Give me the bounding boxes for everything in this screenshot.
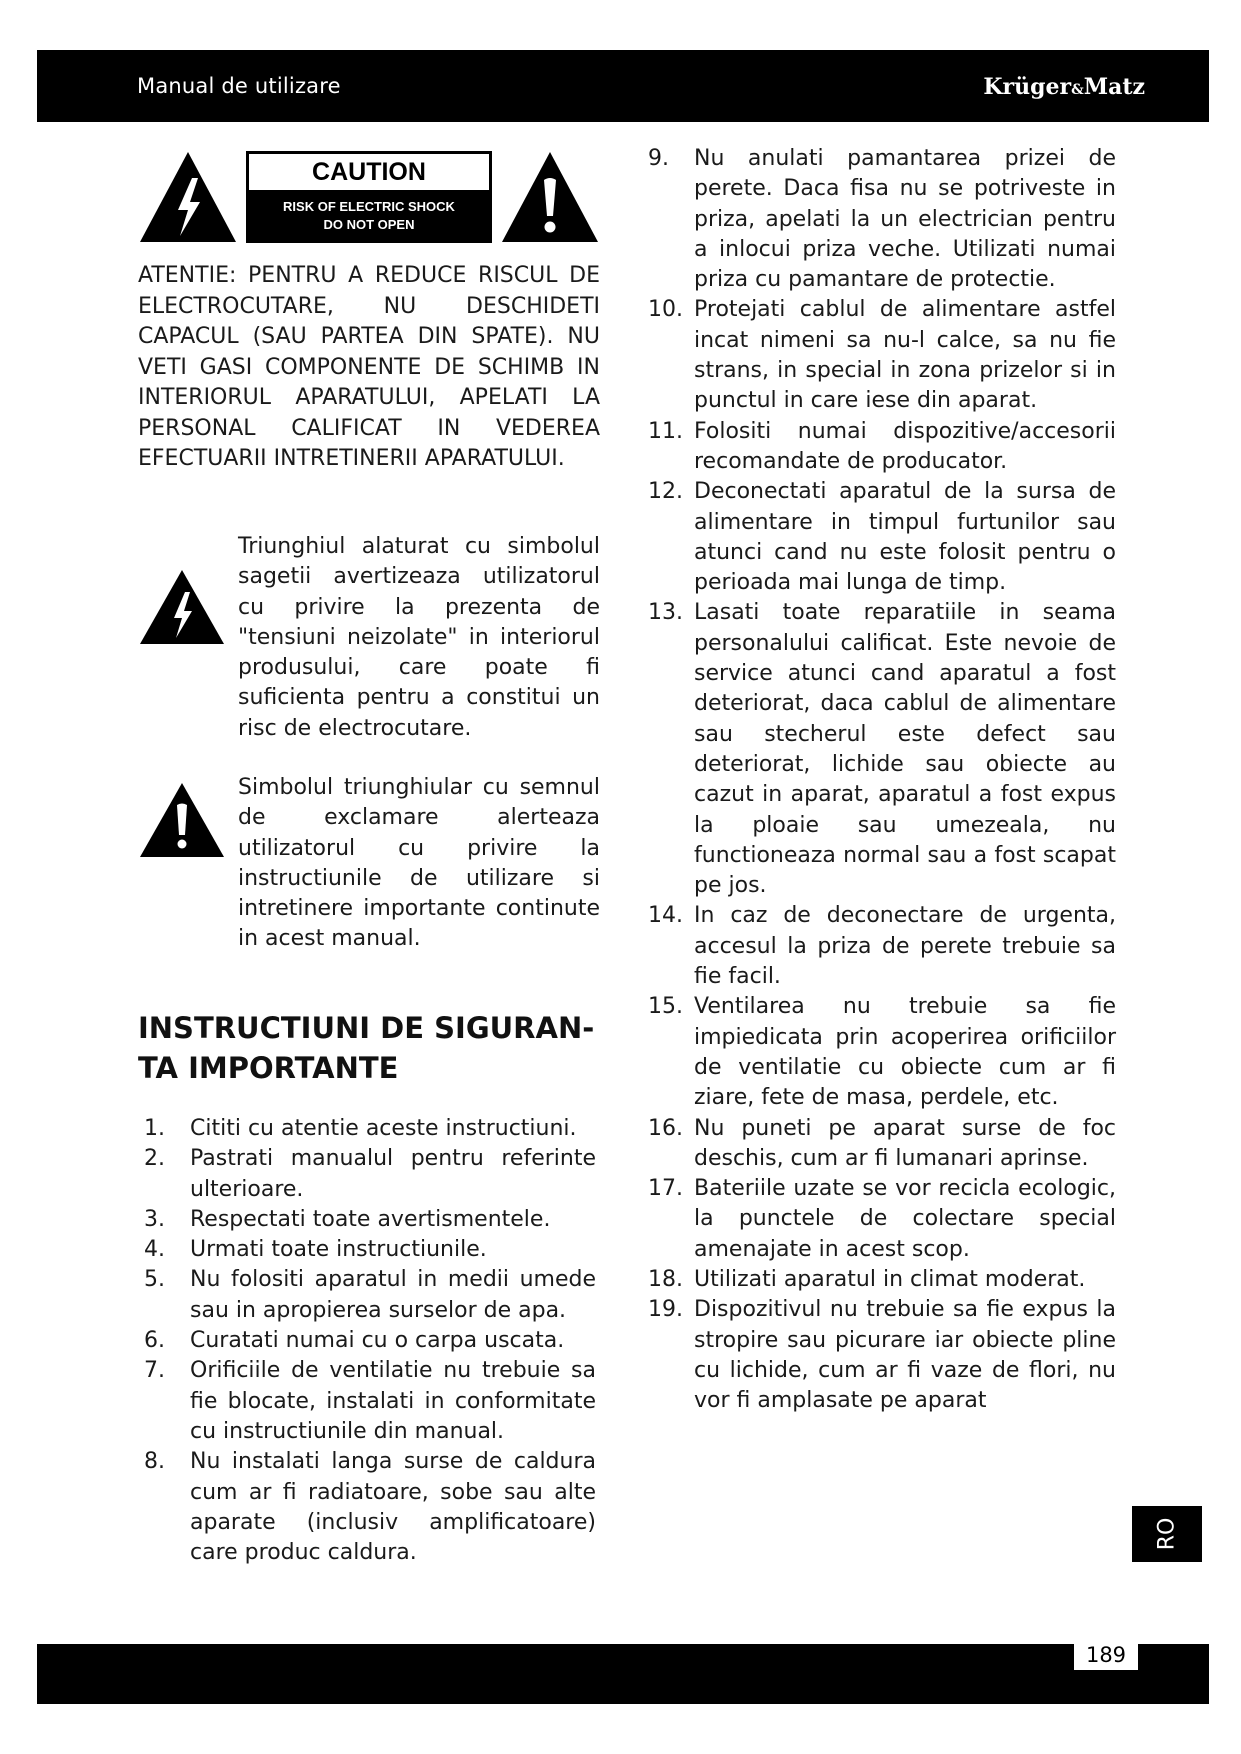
brand-logo: Krüger&Matz <box>983 74 1145 100</box>
list-item: 16. Nu puneti pe aparat surse de foc deschis, cum ar fi lumanari aprinse. <box>648 1115 1116 1171</box>
instructions-list-left <box>144 1114 596 1568</box>
header-title: Manual de utilizare <box>137 74 341 98</box>
exclamation-triangle-icon <box>138 781 226 859</box>
list-item: 9. Nu anulati pamantarea prizei de perete. Daca fisa nu se potriveste in priza, apelati la un electrician pentru a inlocui priza veche. Utilizati numai priza cu pamantare de protectie. <box>648 146 1116 293</box>
list-item: 5. Nu folositi aparatul in medii umede sau in apropierea surselor de apa. <box>144 1267 596 1323</box>
lightning-warning-icon <box>138 150 238 244</box>
caution-label-row <box>138 150 600 246</box>
instructions-list-right <box>648 144 1116 1416</box>
list-item: 7. Orificiile de ventilatie nu trebuie sa fie blocate, instalati in conformitate cu instructiunile din manual. <box>144 1358 596 1444</box>
list-item: 13. Lasati toate reparatiile in seama personalului calificat. Este nevoie de service atunci cand aparatul a fost deteriorat, daca cablul de alimentare sau stecherul este defect sau deteriorat, lichide sau obiecte au cazut in aparat, aparatul a fost expus la ploaie sau umezeala, nu functioneaza normal sau a fost scapat pe jos. <box>648 600 1116 899</box>
page-number: 189 <box>1074 1640 1138 1670</box>
list-item: 12. Deconectati aparatul de la sursa de alimentare in timpul furtunilor sau atunci cand nu este folosit pentru o perioada mai lunga de timp. <box>648 479 1116 596</box>
caution-line-1: RISK OF ELECTRIC SHOCK <box>283 199 455 214</box>
page-header <box>37 50 1209 122</box>
caution-line-2: DO NOT OPEN <box>323 217 415 232</box>
electric-shock-warning: ATENTIE: PENTRU A REDUCE RISCUL DE ELECTROCUTARE, NU DESCHIDETI CAPACUL (SAU PARTEA DIN SPATE). NU VETI GASI COMPONENTE DE SCHIMB IN INTERIORUL APARATULUI, APELATI LA PERSONAL CALIFICAT IN VEDEREA EFECTUARII INTRETINERII APARATULUI. <box>138 263 600 471</box>
list-item: 6. Curatati numai cu o carpa uscata. <box>144 1328 565 1354</box>
list-item: 1. Cititi cu atentie aceste instructiuni. <box>144 1116 577 1141</box>
caution-title: CAUTION <box>249 154 489 190</box>
list-item: 17. Bateriile uzate se vor recicla ecologic, la punctele de colectare special amenajate in acest scop. <box>648 1176 1116 1262</box>
list-item: 2. Pastrati manualul pentru referinte ulterioare. <box>144 1146 596 1202</box>
lightning-symbol-text: Triunghiul alaturat cu simbolul sagetii avertizeaza utilizatorul cu privire la prezenta de "tensiuni neizolate" in interiorul produsului, care poate fi suficienta pentru a constitui un risc de electrocutare. <box>238 534 600 741</box>
list-item: 18. Utilizati aparatul in climat moderat. <box>648 1266 1086 1292</box>
list-item: 19. Dispozitivul nu trebuie sa fie expus la stropire sau picurare iar obiecte pline cu lichide, cum ar fi vaze de flori, nu vor fi amplasate pe aparat <box>648 1297 1116 1414</box>
list-item: 4. Urmati toate instructiunile. <box>144 1237 487 1263</box>
exclamation-symbol-text: Simbolul triunghiular cu semnul de exclamare alerteaza utilizatorul cu privire la instructiunile de utilizare si intretinere importante continute in acest manual. <box>238 775 600 952</box>
list-item: 15. Ventilarea nu trebuie sa fie impiedicata prin acoperirea orificiilor de ventilatie cu obiecte cum ar fi ziare, fete de masa, perdele, etc. <box>648 994 1116 1111</box>
language-tab-label: RO <box>1154 1517 1180 1551</box>
exclamation-warning-icon <box>500 150 600 244</box>
lightning-triangle-icon <box>138 568 226 646</box>
page-footer <box>37 1644 1209 1704</box>
list-item: 11. Folositi numai dispozitive/accesorii recomandate de producator. <box>648 418 1116 474</box>
caution-sign <box>246 151 492 243</box>
list-item: 3. Respectati toate avertismentele. <box>144 1206 551 1232</box>
list-item: 8. Nu instalati langa surse de caldura cum ar fi radiatoare, sobe sau alte aparate (inclusiv amplificatoare) care produc caldura. <box>144 1449 596 1566</box>
language-tab <box>1132 1506 1202 1562</box>
list-item: 10. Protejati cablul de alimentare astfel incat nimeni sa nu-l calce, sa nu fie strans, in special in zona prizelor si in punctul in care iese din aparat. <box>648 297 1116 414</box>
list-item: 14. In caz de deconectare de urgenta, accesul la priza de perete trebuie sa fie facil. <box>648 903 1116 990</box>
section-heading: INSTRUCTIUNI DE SIGURAN-TA IMPORTANTE <box>138 1011 595 1085</box>
